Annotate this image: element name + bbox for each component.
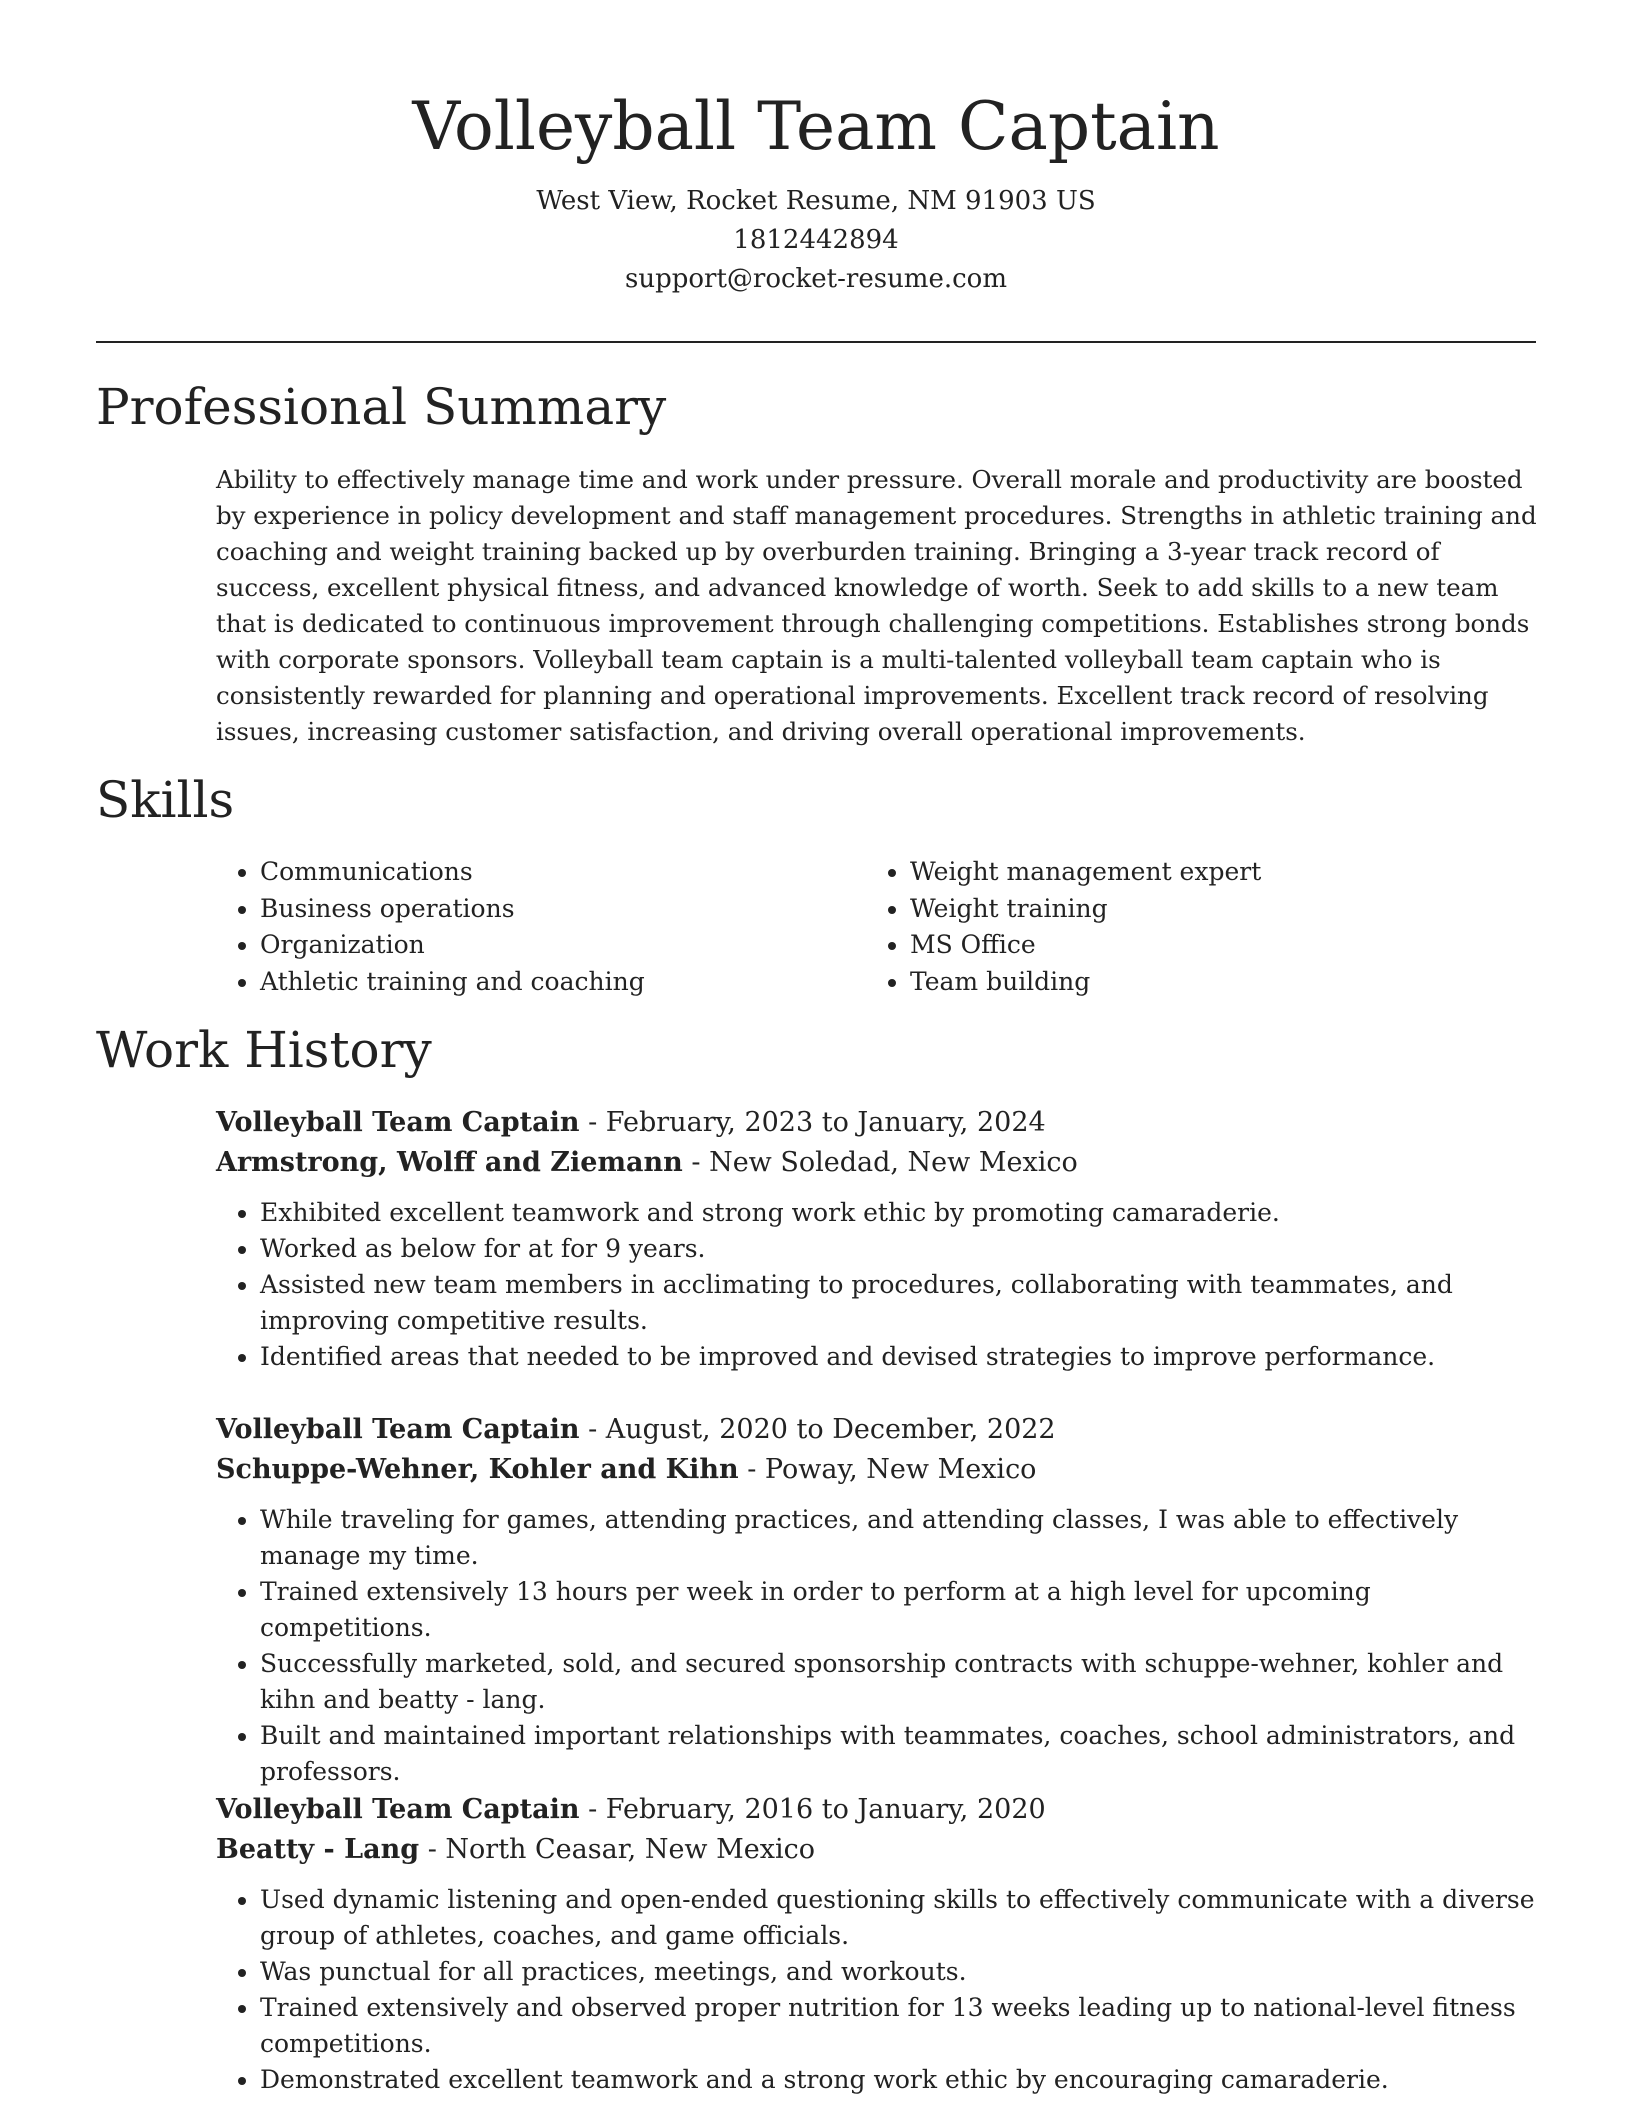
skill-item: • Communications bbox=[260, 854, 860, 891]
phone-text: 1812442894 bbox=[733, 225, 899, 255]
contact-info bbox=[0, 182, 1632, 299]
job-company: Beatty - Lang bbox=[216, 1834, 420, 1865]
job-bullet: • Successfully marketed, sold, and secured sponsorship contracts with schuppe-wehner, kohler and kihn and beatty - lang. bbox=[260, 1646, 1540, 1718]
skill-item: • Business operations bbox=[260, 891, 860, 928]
summary-heading: Professional Summary bbox=[96, 378, 667, 436]
job-title-line bbox=[216, 1790, 1540, 1830]
job-bullet: • Used dynamic listening and open-ended questioning skills to effectively communicate with a diverse group of athletes, coaches, and game officials. bbox=[260, 1882, 1540, 1954]
skills-list-left bbox=[216, 854, 860, 1000]
job-company-line bbox=[216, 1450, 1540, 1490]
job-dates: - August, 2020 to December, 2022 bbox=[579, 1414, 1056, 1445]
job-title-line bbox=[216, 1103, 1540, 1143]
job-company: Armstrong, Wolff and Ziemann bbox=[216, 1147, 683, 1178]
skill-item: • Organization bbox=[260, 927, 860, 964]
skills-list-right bbox=[866, 854, 1570, 1000]
job-bullet: • Was punctual for all practices, meetings, and workouts. bbox=[260, 1954, 1540, 1990]
skill-item: • Weight management expert bbox=[910, 854, 1570, 891]
job-company-line bbox=[216, 1143, 1540, 1183]
job-bullet: • Identified areas that needed to be improved and devised strategies to improve performance. bbox=[260, 1339, 1540, 1375]
job-entry bbox=[216, 1790, 1540, 2098]
job-bullets bbox=[216, 1195, 1540, 1375]
job-location: - Poway, New Mexico bbox=[738, 1454, 1037, 1485]
job-bullet: • Trained extensively 13 hours per week in order to perform at a high level for upcoming competitions. bbox=[260, 1574, 1540, 1646]
job-location: - North Ceasar, New Mexico bbox=[419, 1834, 815, 1865]
work-history-heading: Work History bbox=[96, 1021, 432, 1079]
job-entry bbox=[216, 1103, 1540, 1375]
skill-item: • Weight training bbox=[910, 891, 1570, 928]
address-text: West View, Rocket Resume, NM 91903 US bbox=[536, 186, 1096, 216]
job-location: - New Soledad, New Mexico bbox=[682, 1147, 1078, 1178]
job-title-line bbox=[216, 1410, 1540, 1450]
resume-header bbox=[0, 0, 1632, 299]
skills-heading: Skills bbox=[96, 771, 235, 829]
job-bullet: • Demonstrated excellent teamwork and a strong work ethic by encouraging camaraderie. bbox=[260, 2062, 1540, 2098]
email-text: support@rocket-resume.com bbox=[624, 264, 1007, 294]
job-role: Volleyball Team Captain bbox=[216, 1107, 580, 1138]
job-bullet: • Assisted new team members in acclimating to procedures, collaborating with teammates, and improving competitive results. bbox=[260, 1267, 1540, 1339]
skill-item: • Team building bbox=[910, 964, 1570, 1001]
job-bullet: • Built and maintained important relationships with teammates, coaches, school administrators, and professors. bbox=[260, 1718, 1540, 1790]
job-role: Volleyball Team Captain bbox=[216, 1794, 580, 1825]
job-dates: - February, 2023 to January, 2024 bbox=[579, 1107, 1046, 1138]
job-role: Volleyball Team Captain bbox=[216, 1414, 580, 1445]
job-dates: - February, 2016 to January, 2020 bbox=[579, 1794, 1046, 1825]
candidate-name: Volleyball Team Captain bbox=[412, 88, 1220, 165]
job-bullets bbox=[216, 1882, 1540, 2098]
job-entry bbox=[216, 1410, 1540, 1790]
job-company: Schuppe-Wehner, Kohler and Kihn bbox=[216, 1454, 739, 1485]
job-bullets bbox=[216, 1502, 1540, 1790]
header-divider bbox=[96, 341, 1536, 343]
skill-item: • MS Office bbox=[910, 927, 1570, 964]
skill-item: • Athletic training and coaching bbox=[260, 964, 860, 1001]
summary-text: Ability to effectively manage time and work under pressure. Overall morale and productivity are boosted by experience in policy development and staff management procedures. Strengths in athletic training and coaching and weight training backed up by overburden training. Bringing a 3-year track record of success, excellent physical fitness, and advanced knowledge of worth. Seek to add skills to a new team that is dedicated to continuous improvement through challenging competitions. Establishes strong bonds with corporate sponsors. Volleyball team captain is a multi-talented volleyball team captain who is consistently rewarded for planning and operational improvements. Excellent track record of resolving issues, increasing customer satisfaction, and driving overall operational improvements. bbox=[216, 465, 1537, 746]
job-bullet: • While traveling for games, attending practices, and attending classes, I was able to effectively manage my time. bbox=[260, 1502, 1540, 1574]
job-bullet: • Exhibited excellent teamwork and strong work ethic by promoting camaraderie. bbox=[260, 1195, 1540, 1231]
job-company-line bbox=[216, 1830, 1540, 1870]
job-bullet: • Worked as below for at for 9 years. bbox=[260, 1231, 1540, 1267]
job-bullet: • Trained extensively and observed proper nutrition for 13 weeks leading up to national-level fitness competitions. bbox=[260, 1990, 1540, 2062]
